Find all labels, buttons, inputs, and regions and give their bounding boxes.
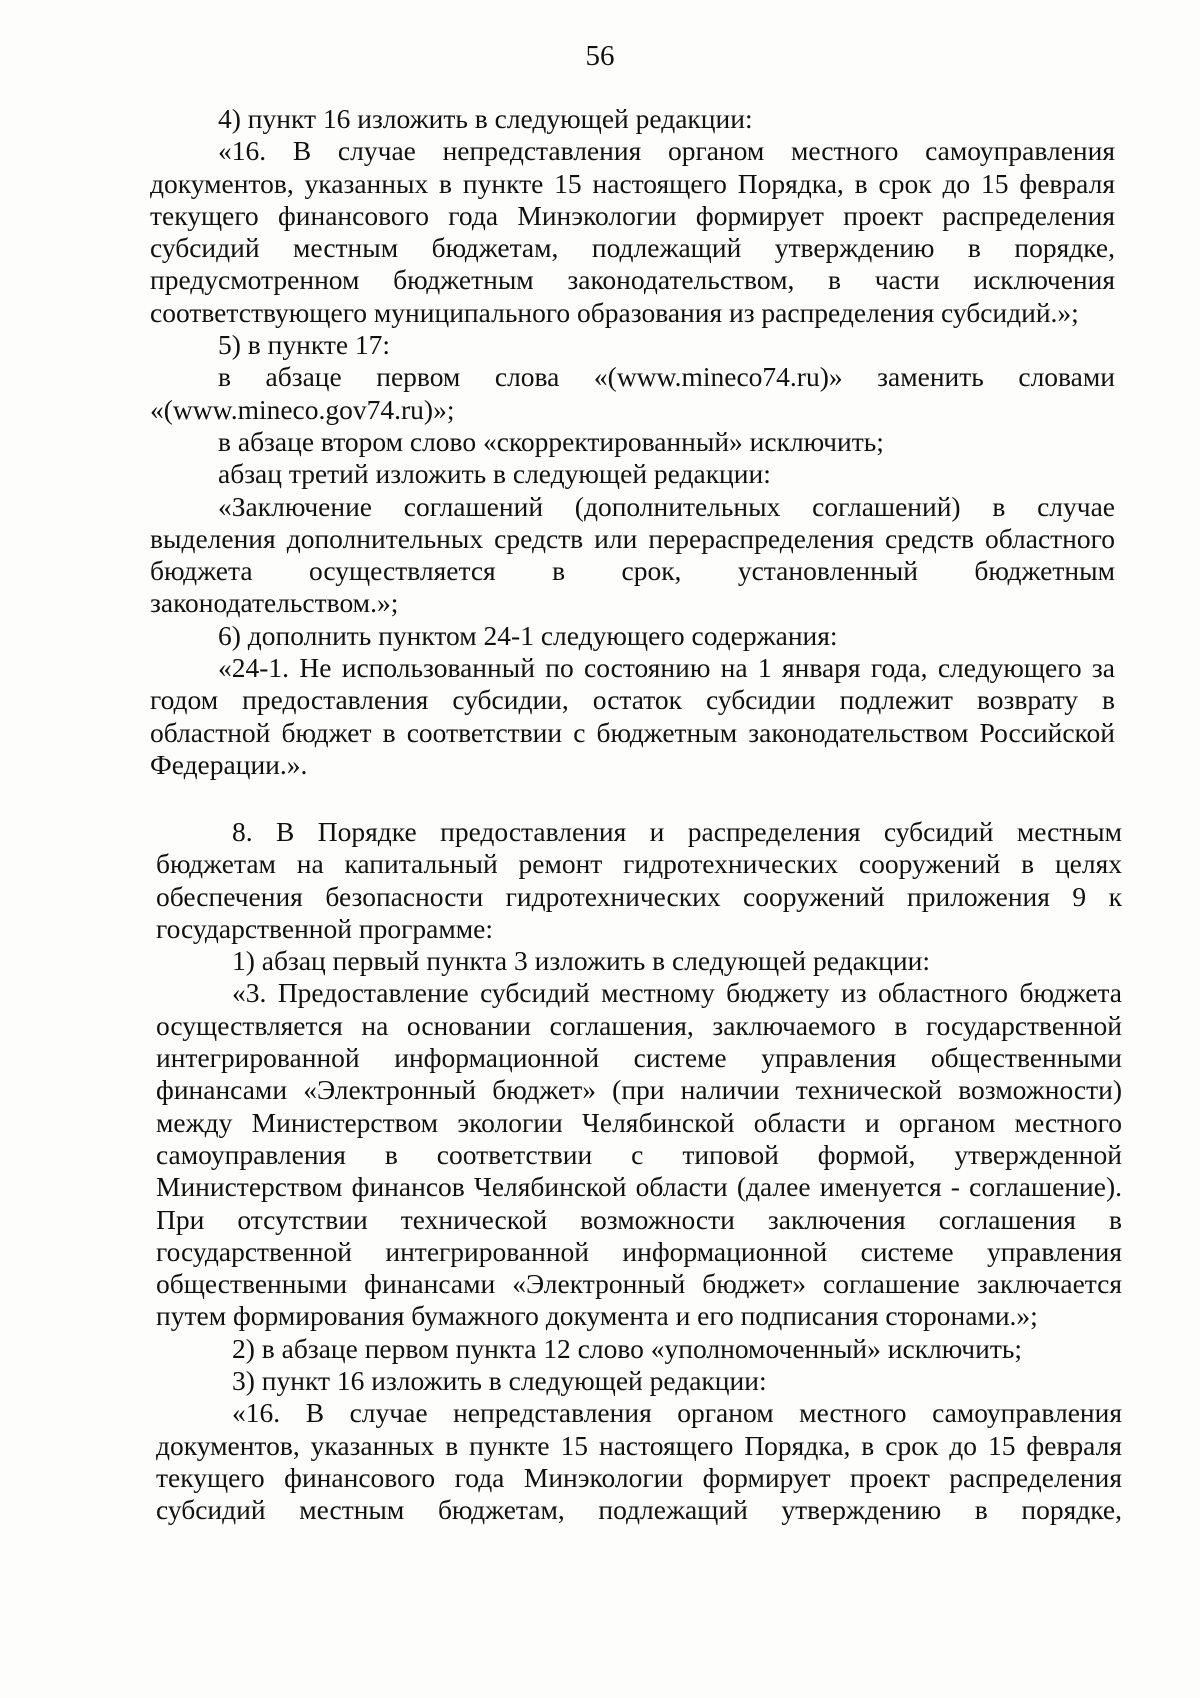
paragraph: абзац третий изложить в следующей редакции: <box>218 458 771 490</box>
paragraph: 6) дополнить пунктом 24-1 следующего содержания: <box>218 619 838 651</box>
paragraph: «3. Предоставление субсидий местному бюджету из областного бюджета осуществляется на основании соглашения, заключаемого в государственной интегрированной информационной системе управления общественными финансами «Электронный бюджет» (при наличии технической возможности) между Министерством экологии Челябинской области и органом местного самоуправления в соответствии с типовой формой, утвержденной Министерством финансов Челябинской области (далее именуется - соглашение). При отсутствии технической возможности заключения соглашения в государственной интегрированной информационной системе управления общественными финансами «Электронный бюджет» соглашение заключается путем формирования бумажного документа и его подписания сторонами.»; <box>156 977 1122 1332</box>
paragraph: 8. В Порядке предоставления и распределения субсидий местным бюджетам на капитальный ремонт гидротехнических сооружений в целях обеспечения безопасности гидротехнических сооружений приложения 9 к государственной программе: <box>156 816 1122 944</box>
paragraph: «Заключение соглашений (дополнительных соглашений) в случае выделения дополнительных средств или перераспределения средств областного бюджета осуществляется в срок, установленный бюджетным законодательством.»; <box>150 490 1115 619</box>
paragraph: «16. В случае непредставления органом местного самоуправления документов, указанных в пункте 15 настоящего Порядка, в срок до 15 февраля текущего финансового года Минэкологии формирует проект распределения субсидий местным бюджетам, подлежащий утверждению в порядке, <box>156 1397 1122 1526</box>
paragraph: в абзаце первом слова «(www.mineco74.ru)» заменить словами «(www.mineco.gov74.ru)»; <box>150 361 1115 425</box>
paragraph: 4) пункт 16 изложить в следующей редакции: <box>218 103 753 134</box>
paragraph: 1) абзац первый пункта 3 изложить в следующей редакции: <box>232 945 930 977</box>
paragraph: 2) в абзаце первом пункта 12 слово «уполномоченный» исключить; <box>232 1332 1023 1364</box>
paragraph: в абзаце втором слово «скорректированный» исключить; <box>218 425 884 457</box>
paragraph: 3) пункт 16 изложить в следующей редакции: <box>232 1365 767 1397</box>
text-section-amendments-7 <box>150 103 1115 781</box>
paragraph: «16. В случае непредставления органом местного самоуправления документов, указанных в пункте 15 настоящего Порядка, в срок до 15 февраля текущего финансового года Минэкологии формирует проект распределения субсидий местным бюджетам, подлежащий утверждению в порядке, предусмотренном бюджетным законодательством, в части исключения соответствующего муниципального образования из распределения субсидий.»; <box>150 135 1115 328</box>
text-section-amendments-8 <box>156 816 1122 1527</box>
page-number: 56 <box>585 40 615 72</box>
paragraph: «24-1. Не использованный по состоянию на 1 января года, следующего за годом предоставления субсидии, остаток субсидии подлежит возврату в областной бюджет в соответствии с бюджетным законодательством Российской Федерации.». <box>150 652 1115 780</box>
paragraph: 5) в пункте 17: <box>218 329 391 361</box>
